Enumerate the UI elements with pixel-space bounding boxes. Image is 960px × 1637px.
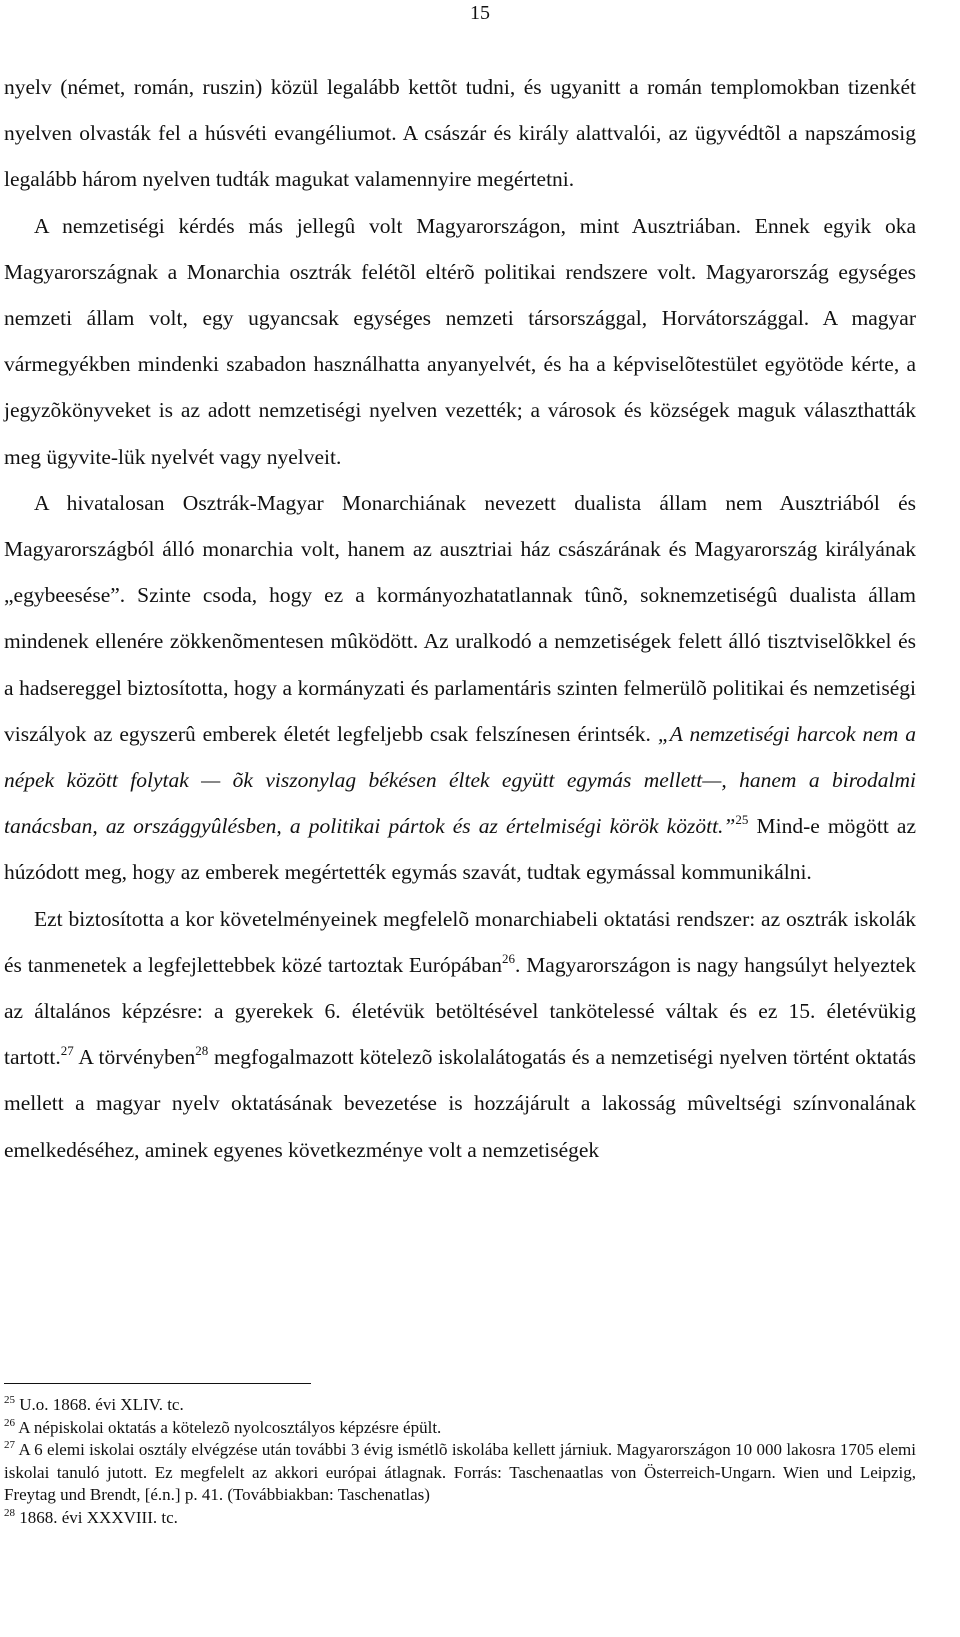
footnote [4,1417,916,1440]
text-run: A hivatalosan Osztrák-Magyar Monarchiának nevezett dualista állam nem Ausztriából és Magyarországból álló monarchia volt, hanem az ausztriai ház császárának és Magyarország királyának „egybeesése”. Szinte csoda, hogy ez a kormányozhatatlannak tûnõ, soknemzetiségû dualista állam mindenek ellenére zökkenõmentesen mûködött. Az uralkodó a nemzetiségek felett álló tisztviselõkkel és a hadsereggel biztosította, hogy a kormányzati és parlamentáris szinten felmerülõ politikai és nemzetiségi viszályok az egyszerû emberek életét legfeljebb csak felszínesen érintsék. [4,490,916,746]
paragraph [4,480,916,896]
footnote-reference: 27 [60,1043,74,1059]
text-run: Mind-e mögött az húzódott meg, hogy az emberek megértették egymás szavát, tudtak egymással kommunikálni. [4,814,916,885]
body-text [4,64,916,1173]
footnote-number: 25 [4,1394,15,1406]
footnote-number: 26 [4,1416,15,1429]
footnote-separator [4,1383,311,1384]
paragraph [4,203,916,480]
footnote [4,1394,916,1417]
footnote-number: 28 [4,1506,15,1519]
text-run: A nemzetiségi kérdés más jellegû volt Magyarországon, mint Ausztriában. Ennek egyik oka Magyarországnak a Monarchia osztrák felétõl eltérõ politikai rendszere volt. Magyarország egységes nemzeti állam volt, egy ugyancsak egységes nemzeti társországgal, Horvátországgal. A magyar vármegyékben mindenki szabadon használhatta anyanyelvét, és ha a képviselõtestület egyötöde kérte, a jegyzõkönyveket is az adott nemzetiségi nyelven vezették; a városok és községek maguk választhatták meg ügyvite-lük nyelvét vagy nyelveit. [4,213,916,469]
footnote-text: U.o. 1868. évi XLIV. tc. [15,1395,184,1414]
footnote-number: 27 [4,1439,15,1452]
text-run: . Magyarországon is nagy hangsúlyt helyeztek az általános képzésre: a gyerekek 6. életévük betöltésével tankötelessé váltak és ez 15. életévükig tartott. [4,952,916,1070]
text-run: Ezt biztosította a kor követelményeinek megfelelõ monarchiabeli oktatási rendszer: az osztrák iskolák és tanmenetek a legfejlettebbek közé tartoztak Európában [4,906,916,977]
paragraph [4,64,916,203]
text-run: megfogalmazott kötelezõ iskolalátogatás és a nemzetiségi nyelven történt oktatás mellett a magyar nyelv oktatásának bevezetése is hozzájárult a lakosság mûveltségi színvonalának emelkedéséhez, aminek egyenes következménye volt a nemzetiségek [4,1045,917,1162]
paragraph [4,896,916,1173]
footnote [4,1507,916,1530]
footnote-text: 1868. évi XXXVIII. tc. [15,1507,178,1527]
footnote [4,1439,916,1507]
footnote-reference: 26 [502,950,516,966]
footnotes [4,1394,916,1530]
footnote-text: A népiskolai oktatás a kötelezõ nyolcosztályos képzésre épült. [15,1417,442,1437]
text-run: A törvényben [73,1045,196,1070]
quotation-text: „A nemzetiségi harcok nem a népek között folytak — õk viszonylag békésen éltek együtt egymás mellett—, hanem a birodalmi tanácsban, az országgyûlésben, a politikai pártok és az értelmiségi körök között.” [4,721,916,839]
page-number: 15 [470,2,490,24]
footnote-reference: 28 [195,1043,209,1059]
text-run: nyelv (német, román, ruszin) közül legalább kettõt tudni, és ugyanitt a román templomokban tizenkét nyelven olvasták fel a húsvéti evangéliumot. A császár és király alattvalói, az ügyvédtõl a napszámosig legalább három nyelven tudták magukat valamennyire megértetni. [4,75,916,192]
footnote-text: A 6 elemi iskolai osztály elvégzése után további 3 évig ismétlõ iskolába kellett járniuk. Magyarországon 10 000 lakosra 1705 elemi iskolai tanuló jutott. Ez megfelelt az akkori európai átlagnak. Forrás: Taschenaatlas von Österreich-Ungarn. Wien und Leipzig, Freytag und Brendt, [é.n.] p. 41. (Továbbiakban: Taschenatlas) [4,1440,916,1505]
footnote-reference: 25 [735,812,749,828]
